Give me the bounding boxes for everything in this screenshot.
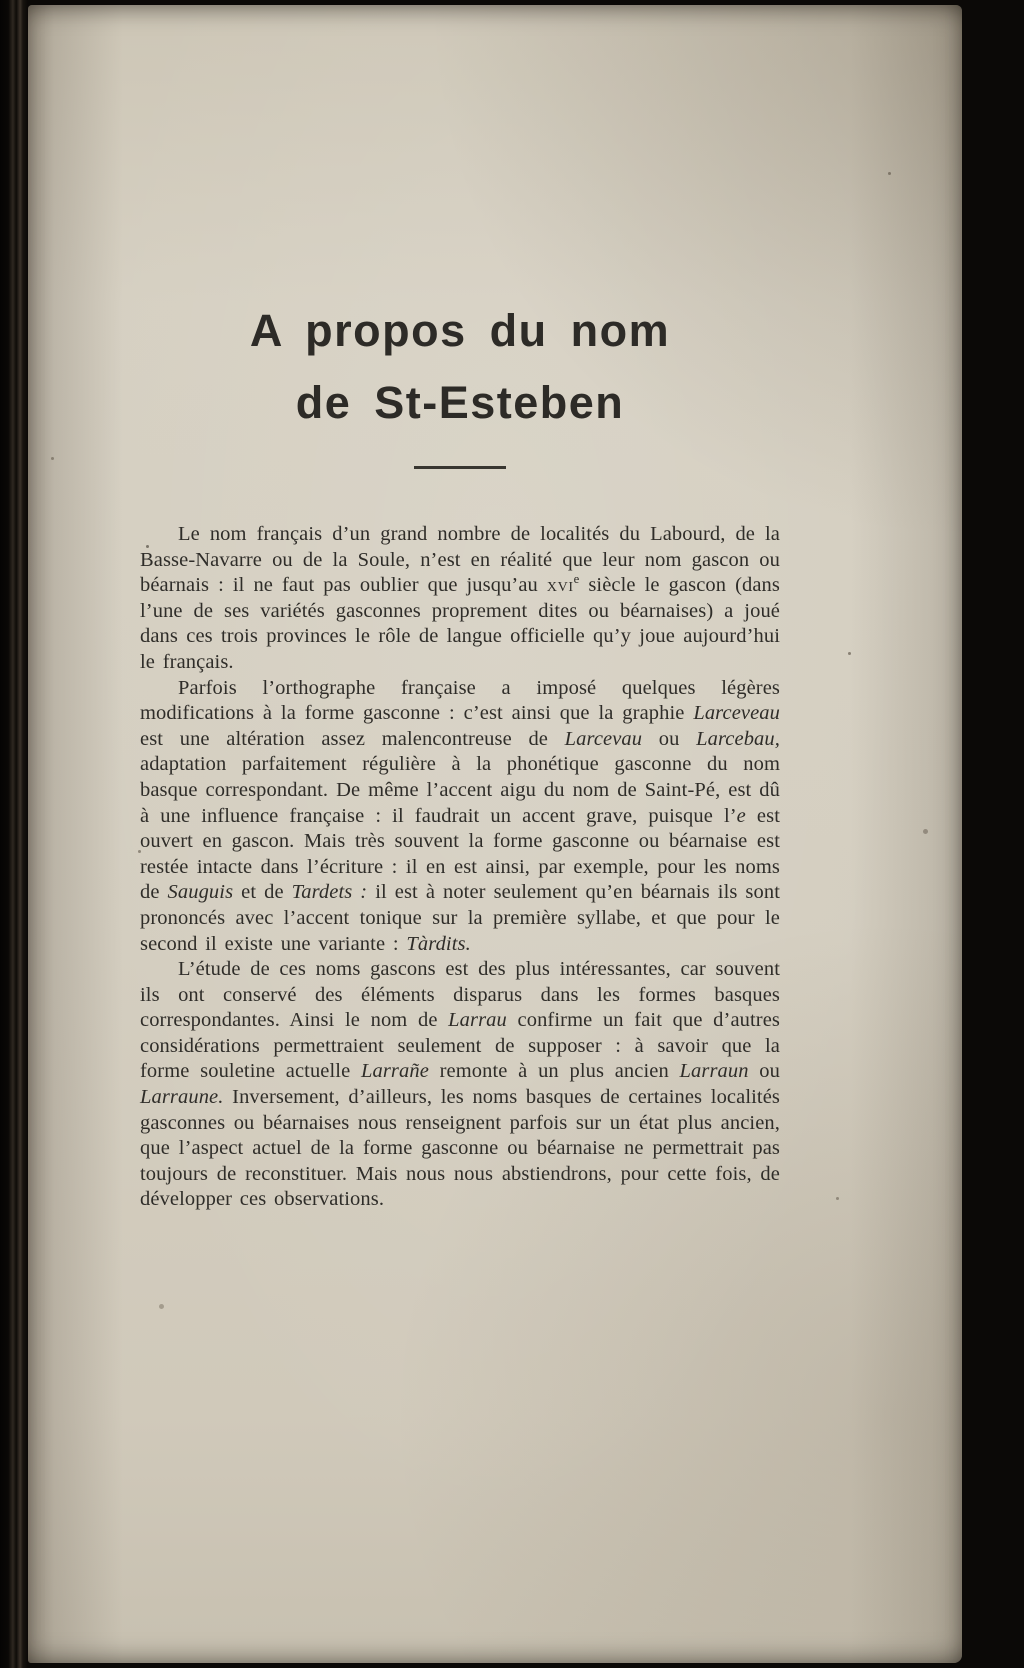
text-segment-italic: Tardets :	[291, 881, 368, 904]
book-gutter-edge	[0, 0, 28, 1668]
page-title-line2: de St-Esteben	[295, 377, 625, 428]
text-segment: est une altération assez malencontreuse de	[140, 727, 565, 750]
text-segment-italic: Larraun	[679, 1060, 749, 1083]
paragraph	[140, 957, 780, 1213]
text-segment: ou	[748, 1060, 780, 1083]
text-segment: siècle le gascon (dans l’une de ses variétés gasconnes proprement dites ou béarnaises) a joué dans ces trois provinces le rôle de langue officielle qu’y joue aujourd’hui le français.	[140, 574, 780, 673]
paragraph	[140, 676, 780, 958]
text-segment-italic: Larrau	[448, 1009, 507, 1032]
text-segment-italic: Larraune.	[140, 1086, 224, 1109]
title-rule	[414, 466, 506, 469]
text-segment: L’étude de ces noms gascons est des plus intéressantes, car souvent ils ont conservé des éléments disparus dans les formes basques correspondantes. Ainsi le nom de	[140, 958, 780, 1032]
text-segment: il est à noter seulement qu’en béarnais ils sont prononcés avec l’accent tonique sur la première syllabe, et que pour le second il existe une variante :	[140, 881, 780, 955]
text-segment: ou	[642, 727, 697, 750]
text-segment-smallcaps: xvi	[546, 574, 574, 597]
text-segment-italic: e	[736, 804, 746, 827]
text-segment: confirme un fait que d’autres considérations permettraient seulement de supposer : à savoir que la forme souletine actuelle	[140, 1009, 780, 1083]
page-content	[140, 5, 780, 1213]
paragraph	[140, 522, 780, 676]
page-title-line1: A propos du nom	[249, 305, 671, 356]
text-segment-italic: Larcevau	[564, 727, 643, 750]
text-segment: remonte à un plus ancien	[428, 1060, 680, 1083]
text-segment: Parfois l’orthographe française a imposé quelques légères modifications à la forme gasconne : c’est ainsi que la graphie	[140, 676, 780, 725]
text-segment-italic: Larrañe	[361, 1060, 429, 1083]
text-segment: est ouvert en gascon. Mais très souvent la forme gasconne ou béarnaise est restée intacte dans l’écriture : il en est ainsi, par exemple, pour les noms de	[140, 804, 780, 904]
text-segment-sup: e	[573, 572, 580, 587]
text-segment-italic: Sauguis	[167, 881, 234, 904]
text-segment-italic: Larceveau	[693, 702, 780, 725]
text-segment: Inversement, d’ailleurs, les noms basques de certaines localités gasconnes ou béarnaises nous renseignent parfois sur un état plus ancien, que l’aspect actuel de la forme gasconne ou béarnaise ne permettrait pas toujours de reconstituer. Mais nous nous abstiendrons, pour cette fois, de développer ces observations.	[140, 1086, 780, 1211]
text-segment-italic: Larcebau,	[696, 727, 780, 750]
body-text	[140, 522, 780, 1213]
text-segment: adaptation parfaitement régulière à la phonétique gasconne du nom basque correspondant. De même l’accent aigu du nom de Saint-Pé, est dû à une influence française : il faudrait un accent grave, puisque l’	[140, 753, 780, 827]
page-title	[140, 295, 780, 439]
page	[28, 5, 962, 1663]
text-segment-italic: Tàrdits.	[406, 932, 471, 955]
text-segment: Le nom français d’un grand nombre de localités du Labourd, de la Basse-Navarre ou de la Soule, n’est en réalité que leur nom gascon ou béarnais : il ne faut pas oublier que jusqu’au	[140, 523, 780, 597]
text-segment: et de	[233, 881, 292, 904]
